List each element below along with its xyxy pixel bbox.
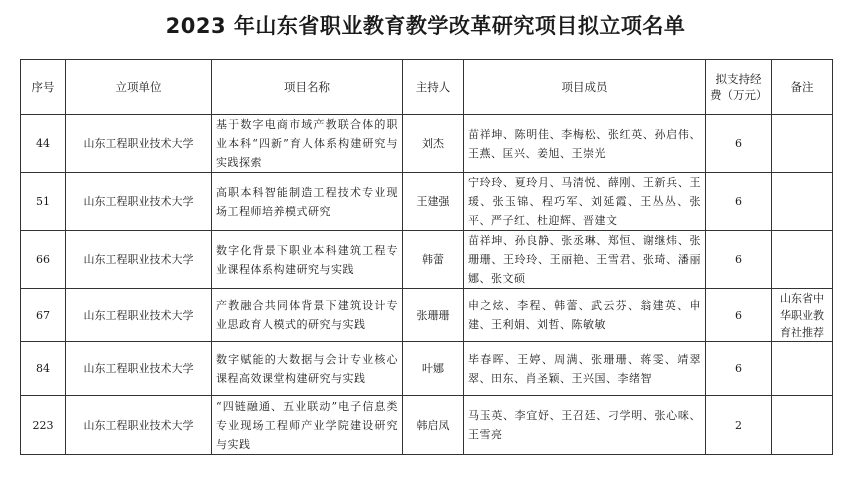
unit-cell: 山东工程职业技术大学 <box>66 231 212 289</box>
project-cell: “四链融通、五业联动”电子信息类专业现场工程师产业学院建设研究与实践 <box>212 396 403 455</box>
note-cell: 山东省中华职业教育社推荐 <box>772 289 833 342</box>
funding-cell: 6 <box>706 289 772 342</box>
host-cell: 叶娜 <box>403 342 464 396</box>
project-cell: 数字赋能的大数据与会计专业核心课程高效课堂构建研究与实践 <box>212 342 403 396</box>
funding-cell: 2 <box>706 396 772 455</box>
header-unit: 立项单位 <box>66 60 212 115</box>
members-cell: 马玉英、李宜妤、王召廷、刁学明、张心咪、王雪亮 <box>464 396 706 455</box>
members-cell: 毕春晖、王婷、周满、张珊珊、蒋雯、靖翠翠、田东、肖圣颖、王兴国、李绪智 <box>464 342 706 396</box>
unit-cell: 山东工程职业技术大学 <box>66 396 212 455</box>
funding-cell: 6 <box>706 342 772 396</box>
unit-cell: 山东工程职业技术大学 <box>66 342 212 396</box>
members-cell: 苗祥坤、陈明佳、李梅松、张红英、孙启伟、王燕、匡兴、姜旭、王崇光 <box>464 115 706 173</box>
header-host: 主持人 <box>403 60 464 115</box>
funding-cell: 6 <box>706 231 772 289</box>
header-members: 项目成员 <box>464 60 706 115</box>
header-note: 备注 <box>772 60 833 115</box>
seq-cell: 51 <box>21 173 66 231</box>
note-cell <box>772 342 833 396</box>
unit-cell: 山东工程职业技术大学 <box>66 115 212 173</box>
host-cell: 刘杰 <box>403 115 464 173</box>
header-project: 项目名称 <box>212 60 403 115</box>
host-cell: 张珊珊 <box>403 289 464 342</box>
note-cell <box>772 173 833 231</box>
project-cell: 基于数字电商市域产教联合体的职业本科“四新”育人体系构建研究与实践探索 <box>212 115 403 173</box>
funding-cell: 6 <box>706 173 772 231</box>
page-title: 2023 年山东省职业教育教学改革研究项目拟立项名单 <box>165 14 686 38</box>
project-cell: 高职本科智能制造工程技术专业现场工程师培养模式研究 <box>212 173 403 231</box>
project-table <box>20 59 833 455</box>
seq-cell: 84 <box>21 342 66 396</box>
members-cell: 宁玲玲、夏玲月、马清悦、薛刚、王新兵、王瑗、张玉锦、程巧军、刘延霞、王丛丛、张平、严子红、杜迎辉、晋建文 <box>464 173 706 231</box>
project-cell: 数字化背景下职业本科建筑工程专业课程体系构建研究与实践 <box>212 231 403 289</box>
host-cell: 王建强 <box>403 173 464 231</box>
table-row <box>21 231 833 289</box>
seq-cell: 66 <box>21 231 66 289</box>
header-seq: 序号 <box>21 60 66 115</box>
table-row <box>21 173 833 231</box>
seq-cell: 44 <box>21 115 66 173</box>
unit-cell: 山东工程职业技术大学 <box>66 289 212 342</box>
table-row <box>21 115 833 173</box>
seq-cell: 223 <box>21 396 66 455</box>
unit-cell: 山东工程职业技术大学 <box>66 173 212 231</box>
host-cell: 韩启凤 <box>403 396 464 455</box>
project-cell: 产教融合共同体背景下建筑设计专业思政育人模式的研究与实践 <box>212 289 403 342</box>
header-funding: 拟支持经费（万元） <box>706 60 772 115</box>
host-cell: 韩蕾 <box>403 231 464 289</box>
table-row <box>21 289 833 342</box>
seq-cell: 67 <box>21 289 66 342</box>
note-cell <box>772 231 833 289</box>
members-cell: 苗祥坤、孙良静、张丞琳、郑恒、谢继炜、张珊珊、王玲玲、王丽艳、王雪君、张琦、潘丽娜、张文硕 <box>464 231 706 289</box>
table-row <box>21 396 833 455</box>
note-cell <box>772 396 833 455</box>
header-row <box>21 60 833 115</box>
note-cell <box>772 115 833 173</box>
table-row <box>21 342 833 396</box>
members-cell: 申之炫、李程、韩蕾、武云芬、翁建英、申建、王利娟、刘哲、陈敏敏 <box>464 289 706 342</box>
funding-cell: 6 <box>706 115 772 173</box>
